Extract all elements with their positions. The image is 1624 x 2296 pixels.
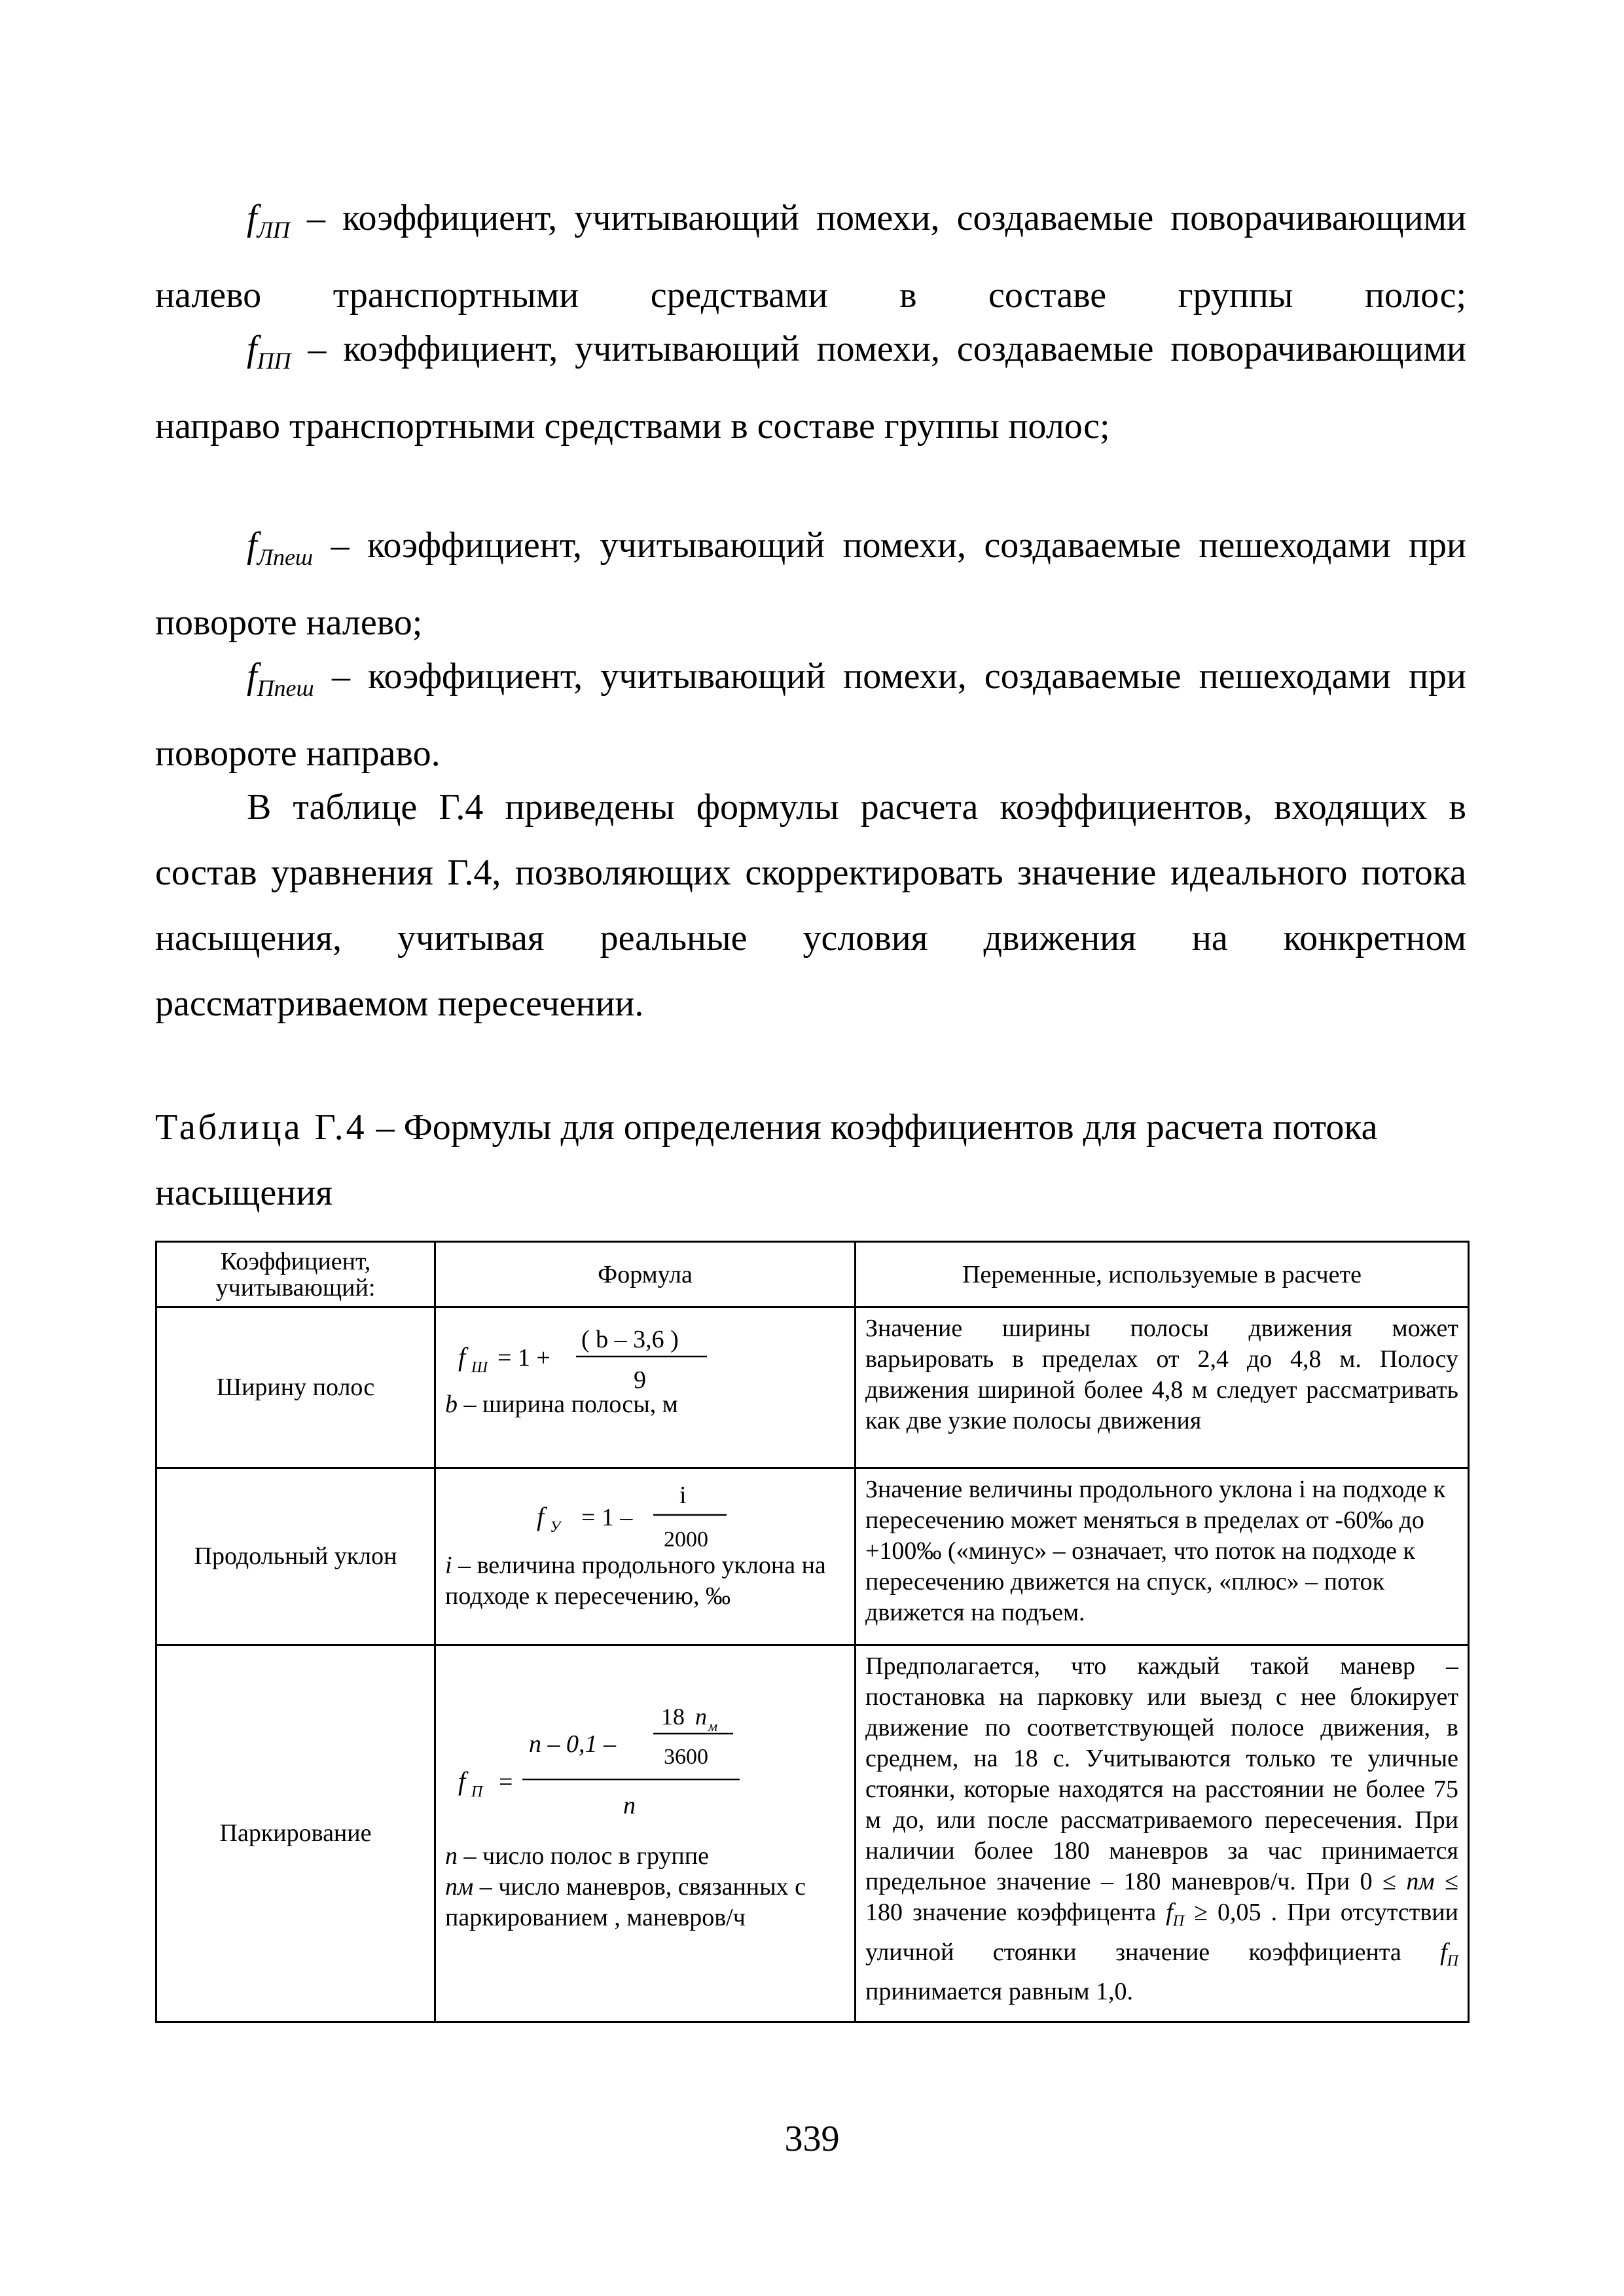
- formula-lhs: f: [458, 1766, 466, 1796]
- row-name: Ширину полос: [156, 1307, 435, 1468]
- page-number: 339: [784, 2119, 840, 2159]
- formula-inner-numerator-sub: м: [708, 1718, 718, 1734]
- formula-lhs: f: [458, 1342, 466, 1372]
- variables-cell: Предполагается, что каждый такой маневр – постановка на парковку или выезд с нее блокирует движение по соответствующей полосе движения, в среднем, на 18 с. Учитываются только те уличные стоянки, которые находятся на расстоянии не более 75 м до, или после рассматриваемого пересечения. При наличии более 180 маневров за час принимается предельное значение – 180 маневров/ч. При 0 ≤ nм ≤ 180 значение коэффицента $f_П \ge 0,05$ . При отсутствии уличной стоянки значение коэффициента $f_П$ принимается равным 1,0.: [856, 1645, 1469, 2022]
- symbol-fpp: $f_{ПП}$: [247, 329, 291, 374]
- formula-eq: = 1 –: [581, 1504, 633, 1531]
- definition-fppesh-text: – коэффициент, учитывающий помехи, создаваемые пешеходами при повороте направо.: [155, 656, 1466, 774]
- table-caption-text: – Формулы для определения коэффициентов для расчета потока насыщения: [155, 1107, 1378, 1213]
- symbol-flpesh: $f_{Лпеш}$: [247, 525, 314, 570]
- definition-flp: [155, 185, 1466, 328]
- formula-denominator: 9: [634, 1366, 646, 1389]
- definition-fpp: [155, 316, 1466, 459]
- row-name: Продольный уклон: [156, 1468, 435, 1645]
- formula-note: n – число полос в группе: [445, 1842, 709, 1870]
- formula-note: b – ширина полосы, м: [445, 1391, 678, 1418]
- header-coefficient: Коэффициент, учитывающий:: [156, 1242, 435, 1307]
- formula-parking: [445, 1698, 846, 1841]
- formula-cell: [435, 1307, 856, 1468]
- table-row: [156, 1307, 1469, 1468]
- definition-flpesh: [155, 513, 1466, 655]
- table-caption-label: Таблица Г.4: [155, 1107, 367, 1148]
- table-header-row: [156, 1242, 1469, 1307]
- definition-flp-text: – коэффициент, учитывающий помехи, создаваемые поворачивающими налево транспортными средствами в составе группы полос;: [155, 198, 1466, 316]
- table-row: [156, 1645, 1469, 2022]
- formula-note: i – величина продольного уклона на подходе к пересечению, ‰: [445, 1552, 826, 1610]
- formula-inner-left: n – 0,1 –: [529, 1730, 616, 1758]
- definition-fppesh: [155, 644, 1466, 786]
- formula-inner-denominator: 3600: [664, 1745, 708, 1769]
- symbol-flp: $f_{ЛП}$: [247, 198, 290, 243]
- formula-denominator: 2000: [664, 1527, 708, 1550]
- formula-numerator: i: [679, 1482, 687, 1509]
- header-variables: Переменные, используемые в расчете: [856, 1242, 1469, 1307]
- table-caption: [155, 1095, 1466, 1226]
- variables-cell: Значение ширины полосы движения может варьировать в пределах от 2,4 до 4,8 м. Полосу движения шириной более 4,8 м следует рассматривать как две узкие полосы движения: [856, 1307, 1469, 1468]
- definition-flpesh-text: – коэффициент, учитывающий помехи, создаваемые пешеходами при повороте налево;: [155, 525, 1466, 643]
- row-name: Паркирование: [156, 1645, 435, 2022]
- formula-eq: = 1 +: [497, 1344, 550, 1372]
- table-row: [156, 1468, 1469, 1645]
- coefficients-table: [155, 1241, 1470, 2023]
- intro-paragraph: В таблице Г.4 приведены формулы расчета коэффициентов, входящих в состав уравнения Г.4, позволяющих скорректировать значение идеального потока насыщения, учитывая реальные условия движения на конкретном рассматриваемом пересечении.: [155, 787, 1466, 1024]
- formula-lhs-sub: П: [471, 1783, 483, 1800]
- symbol-fppesh: $f_{Ппеш}$: [247, 656, 314, 701]
- formula-cell: [435, 1645, 856, 2022]
- header-formula: Формула: [435, 1242, 856, 1307]
- variables-cell: Значение величины продольного уклона i на подходе к пересечению может меняться в пределах от -60‰ до +100‰ («минус» – означает, что поток на подходе к пересечению движется на спуск, «плюс» – поток движется на подъем.: [856, 1468, 1469, 1645]
- formula-numerator: ( b – 3,6 ): [581, 1326, 679, 1353]
- formula-lhs-sub: У: [550, 1519, 561, 1536]
- formula-lhs: f: [537, 1502, 545, 1531]
- formula-slope: [445, 1477, 846, 1550]
- formula-eq: =: [499, 1768, 513, 1796]
- formula-note: nм – число маневров, связанных с паркированием , маневров/ч: [445, 1873, 806, 1931]
- formula-cell: [435, 1468, 856, 1645]
- formula-lhs-sub: Ш: [471, 1359, 488, 1376]
- formula-denominator: n: [623, 1792, 636, 1819]
- formula-inner-numerator: 18: [661, 1704, 685, 1730]
- formula-inner-numerator-var: n: [695, 1704, 707, 1730]
- formula-width: [445, 1316, 846, 1389]
- definition-fpp-text: – коэффициент, учитывающий помехи, создаваемые поворачивающими направо транспортными средствами в составе группы полос;: [155, 329, 1466, 446]
